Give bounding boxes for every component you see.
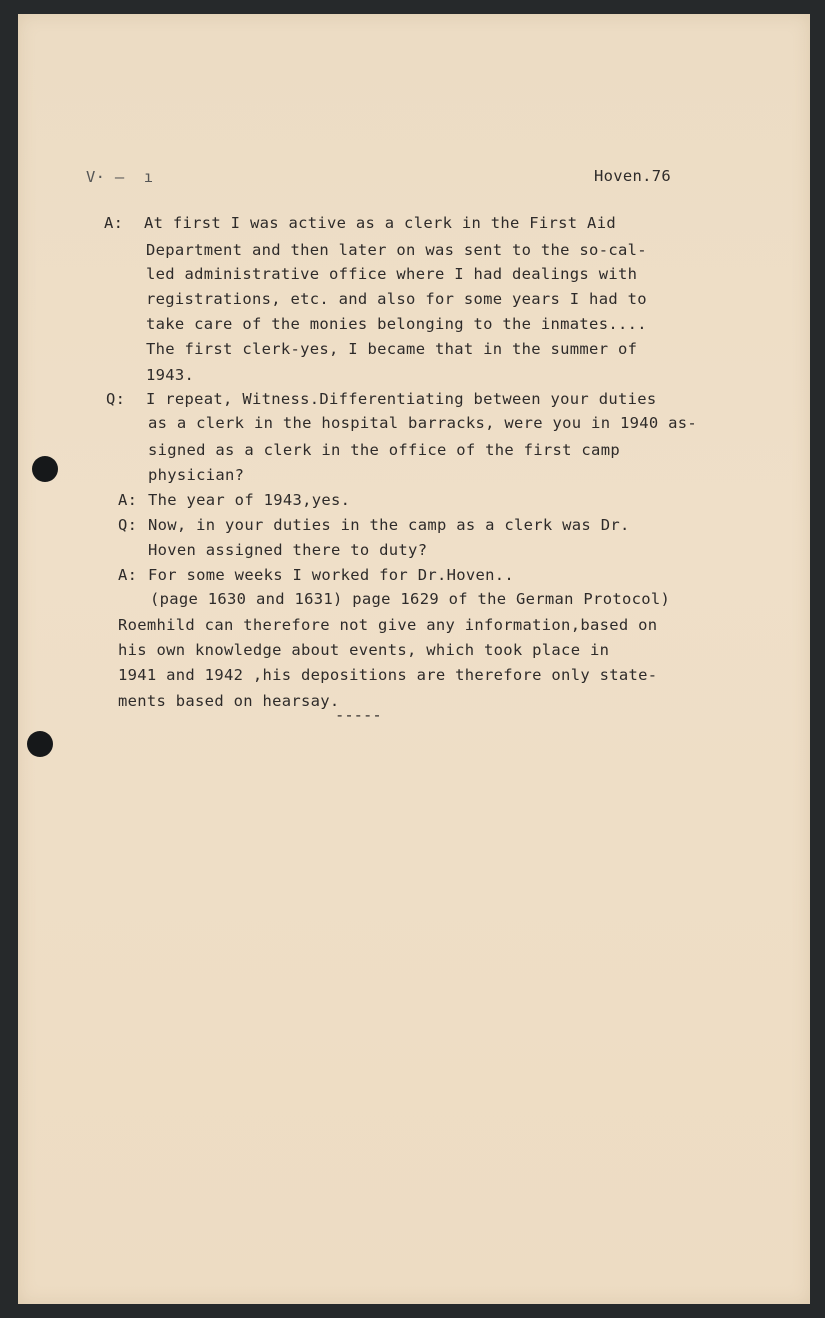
speaker-label: A: [104, 214, 124, 232]
speaker-label: Q: [106, 390, 126, 408]
speaker-label: A: [118, 491, 138, 509]
speaker-label: Q: [118, 516, 138, 534]
transcript-line: registrations, etc. and also for some years I had to [146, 290, 647, 308]
transcript-line: Department and then later on was sent to the so-cal- [146, 241, 647, 259]
transcript-line: For some weeks I worked for Dr.Hoven.. [148, 566, 515, 584]
transcript-line: At first I was active as a clerk in the First Aid [144, 214, 616, 232]
transcript-line: Hoven assigned there to duty? [148, 541, 428, 559]
document-page [18, 14, 810, 1304]
transcript-line: (page 1630 and 1631) page 1629 of the German Protocol) [150, 590, 671, 608]
transcript-line: ments based on hearsay. [118, 692, 340, 710]
transcript-line: Now, in your duties in the camp as a clerk was Dr. [148, 516, 630, 534]
transcript-line: his own knowledge about events, which took place in [118, 641, 610, 659]
transcript-line: physician? [148, 466, 245, 484]
transcript-line: I repeat, Witness.Differentiating between your duties [146, 390, 657, 408]
punch-hole [27, 731, 53, 757]
transcript-line: Roemhild can therefore not give any information,based on [118, 616, 658, 634]
speaker-label: A: [118, 566, 138, 584]
transcript-line: The year of 1943,yes. [148, 491, 351, 509]
transcript-line: 1941 and 1942 ,his depositions are therefore only state- [118, 666, 658, 684]
page-number: Hoven.76 [594, 167, 672, 185]
transcript-line: The first clerk-yes, I became that in the summer of [146, 340, 638, 358]
transcript-line: 1943. [146, 366, 195, 384]
transcript-line: signed as a clerk in the office of the first camp [148, 441, 620, 459]
transcript-line: take care of the monies belonging to the inmates.... [146, 315, 647, 333]
transcript-line: as a clerk in the hospital barracks, were you in 1940 as- [148, 414, 698, 432]
section-divider: ----- [335, 706, 382, 724]
punch-hole [32, 456, 58, 482]
transcript-line: led administrative office where I had dealings with [146, 265, 638, 283]
header-left-mark: V· — ı [86, 168, 154, 186]
